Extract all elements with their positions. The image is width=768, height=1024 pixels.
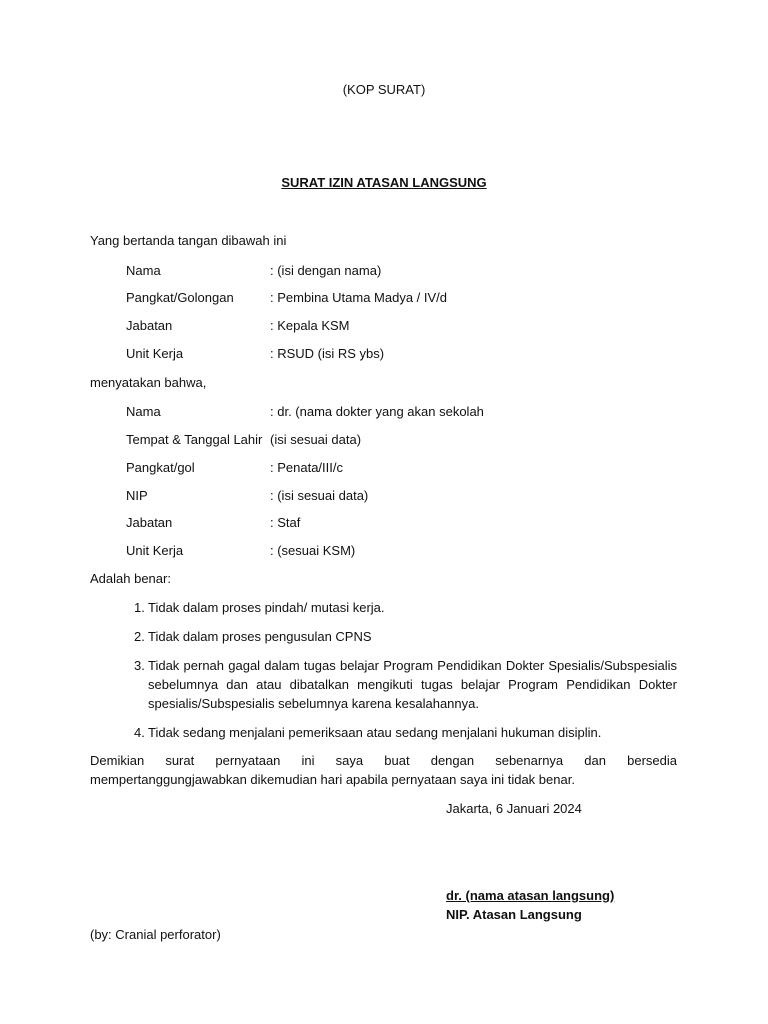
list-item-text: Tidak dalam proses pindah/ mutasi kerja.: [148, 600, 385, 615]
list-item: [134, 656, 677, 713]
subject-label: Jabatan: [126, 515, 173, 530]
list-item-number: 1.: [134, 600, 145, 615]
signer-label: Pangkat/Golongan: [126, 290, 234, 305]
subject-value: : Staf: [270, 515, 301, 530]
list-item-text: Tidak sedang menjalani pemeriksaan atau sedang menjalani hukuman disiplin.: [148, 725, 602, 740]
closing-paragraph: Demikian surat pernyataan ini saya buat dengan sebenarnya dan bersedia mempertanggungjawabkan dikemudian hari apabila pernyataan saya ini tidak benar.: [90, 753, 677, 787]
statement-intro: menyatakan bahwa,: [90, 375, 207, 390]
signer-value: : RSUD (isi RS ybs): [270, 346, 385, 361]
document-title: SURAT IZIN ATASAN LANGSUNG: [281, 175, 487, 190]
signer-label: Jabatan: [126, 318, 173, 333]
signer-value: : Pembina Utama Madya / IV/d: [270, 290, 448, 305]
intro-text: Yang bertanda tangan dibawah ini: [90, 233, 287, 248]
subject-label: Nama: [126, 404, 161, 419]
signer-value: : Kepala KSM: [270, 318, 350, 333]
signer-value: : (isi dengan nama): [270, 263, 382, 278]
list-item: [134, 598, 385, 617]
subject-value: : (isi sesuai data): [270, 488, 369, 503]
signature-nip: NIP. Atasan Langsung: [446, 907, 582, 922]
list-item: [134, 627, 372, 646]
subject-value: : dr. (nama dokter yang akan sekolah: [270, 404, 484, 419]
signer-label: Unit Kerja: [126, 346, 184, 361]
subject-value: : (sesuai KSM): [270, 543, 356, 558]
subject-value: (isi sesuai data): [270, 432, 362, 447]
subject-label: NIP: [126, 488, 148, 503]
place-date: Jakarta, 6 Januari 2024: [446, 801, 582, 816]
letterhead: (KOP SURAT): [342, 82, 426, 97]
author-credit: (by: Cranial perforator): [90, 927, 221, 942]
list-item-text: Tidak dalam proses pengusulan CPNS: [148, 629, 372, 644]
subject-value: : Penata/III/c: [270, 460, 343, 475]
list-item-text: Tidak pernah gagal dalam tugas belajar Program Pendidikan Dokter Spesialis/Subspesialis sebelumnya dan atau dibatalkan mengikuti tugas belajar Program Pendidikan Dokter spesialis/Subspesialis sebelumnya karena kesalahannya.: [148, 658, 677, 711]
list-item-number: 3.: [134, 658, 145, 673]
subject-label: Tempat & Tanggal Lahir: [126, 432, 263, 447]
list-item-number: 4.: [134, 725, 145, 740]
list-item-number: 2.: [134, 629, 145, 644]
signer-label: Nama: [126, 263, 161, 278]
declaration-intro: Adalah benar:: [90, 571, 171, 586]
subject-label: Unit Kerja: [126, 543, 184, 558]
signature-name: dr. (nama atasan langsung): [446, 888, 615, 903]
subject-label: Pangkat/gol: [126, 460, 195, 475]
list-item: [134, 723, 601, 742]
